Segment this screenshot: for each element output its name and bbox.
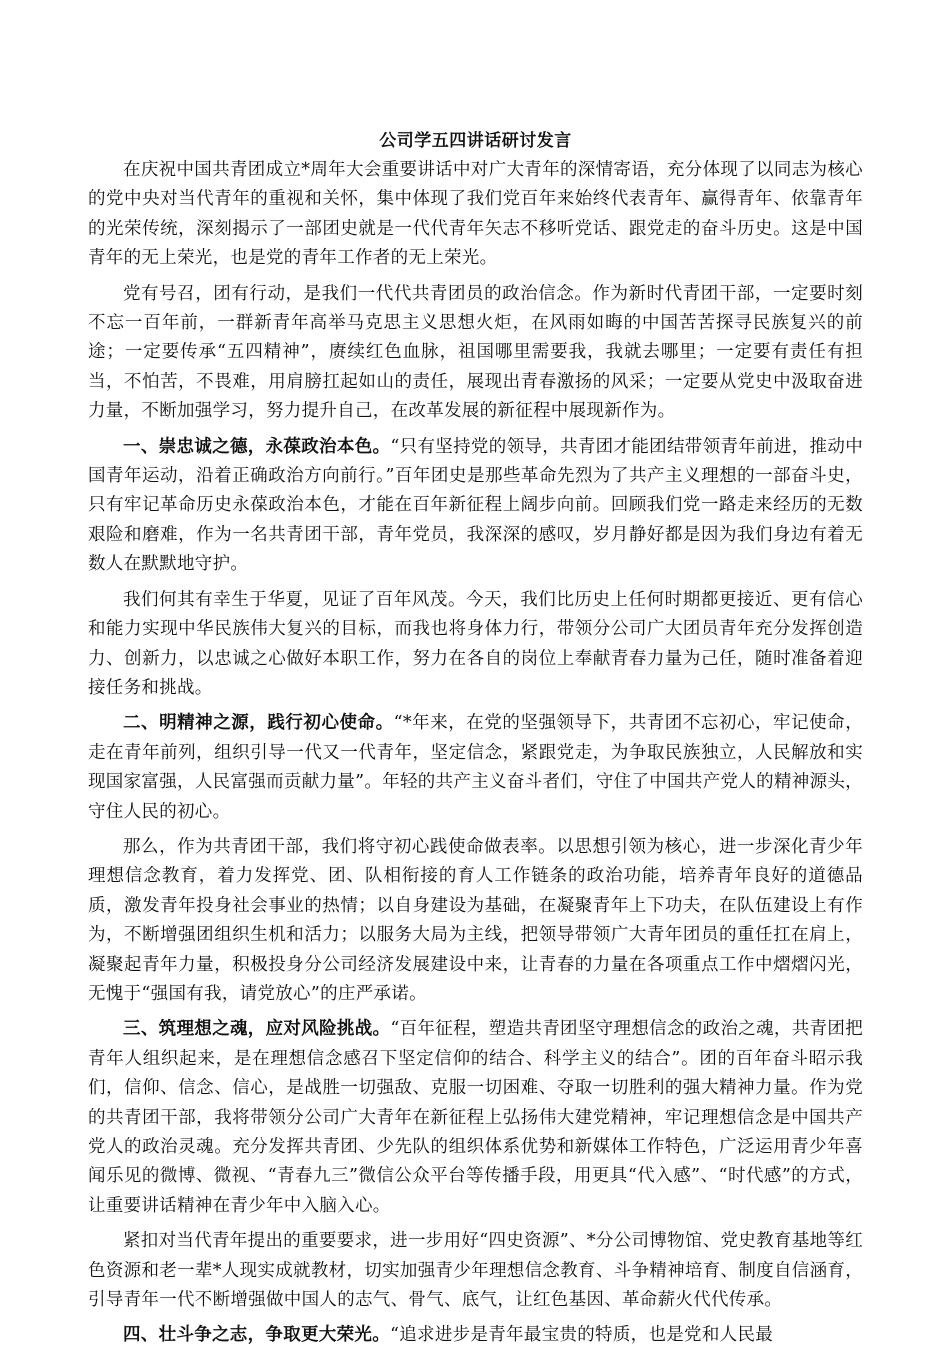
paragraph-intro <box>88 156 863 274</box>
paragraph-body <box>88 586 863 704</box>
section-four-paragraph <box>88 1321 863 1350</box>
paragraph-text: 那么，作为共青团干部，我们将守初心践使命做表率。以思想引领为核心，进一步深化青少年理想信念教育，着力发挥党、团、队相衔接的育人工作链条的政治功能，培养青年良好的道德品质，激发青年投身社会事业的热情；以自身建设为基础，在凝聚青年上下功夫，在队伍建设上有作为，不断增强团组织生机和活力；以服务大局为主线，把领导带领广大青年团员的重任扛在肩上，凝聚起青年力量，积极投身分公司经济发展建设中来，让青春的力量在各项重点工作中熠熠闪光，无愧于“强国有我，请党放心”的庄严承诺。 <box>88 836 863 1004</box>
paragraph-body <box>88 1227 863 1315</box>
document-page <box>88 126 863 1357</box>
section-heading: 一、崇忠诚之德，永葆政治本色。 <box>123 436 391 457</box>
paragraph-text: 紧扣对当代青年提出的重要要求，进一步用好“四史资源”、*分公司博物馆、党史教育基地等红色资源和老一辈*人现实成就教材，切实加强青少年理想信念教育、斗争精神培育、制度自信涵育，引导青年一代不断增强做中国人的志气、骨气、底气，让红色基因、革命薪火代代传承。 <box>88 1231 863 1311</box>
paragraph-text: “百年征程，塑造共青团坚守理想信念的政治之魂，共青团把青年人组织起来，是在理想信念感召下坚定信仰的结合、科学主义的结合”。团的百年奋斗昭示我们，信仰、信念、信心，是战胜一切强敌、克服一切困难、夺取一切胜利的强大精神力量。作为党的共青团干部，我将带领分公司广大青年在新征程上弘扬伟大建党精神，牢记理想信念是中国共产党人的政治灵魂。充分发挥共青团、少先队的组织体系优势和新媒体工作特色，广泛运用青少年喜闻乐见的微博、微视、“青春九三”微信公众平台等传播手段，用更具“代入感”、“时代感”的方式，让重要讲话精神在青少年中入脑入心。 <box>88 1019 864 1216</box>
paragraph-call <box>88 280 863 427</box>
paragraph-text: 党有号召，团有行动，是我们一代代共青团员的政治信念。作为新时代青团干部，一定要时刻不忘一百年前，一群新青年高举马克思主义思想火炬，在风雨如晦的中国苦苦探寻民族复兴的前途；一定要传承“五四精神”，赓续红色血脉，祖国哪里需要我，我就去哪里；一定要有责任有担当，不怕苦，不畏难，用肩膀扛起如山的责任，展现出青春激扬的风采；一定要从党史中汲取奋进力量，不断加强学习，努力提升自己，在改革发展的新征程中展现新作为。 <box>88 283 863 422</box>
section-heading: 三、筑理想之魂，应对风险挑战。 <box>123 1019 391 1040</box>
section-heading: 四、壮斗争之志，争取更大荣光。 <box>123 1325 390 1346</box>
document-title: 公司学五四讲话研讨发言 <box>379 131 572 151</box>
section-one-paragraph <box>88 433 863 580</box>
section-three-paragraph <box>88 1015 863 1221</box>
paragraph-text: 在庆祝中国共青团成立*周年大会重要讲话中对广大青年的深情寄语，充分体现了以同志为核心的党中央对当代青年的重视和关怀，集中体现了我们党百年来始终代表青年、赢得青年、依靠青年的光荣传统，深刻揭示了一部团史就是一代代青年矢志不移听党话、跟党走的奋斗历史。这是中国青年的无上荣光，也是党的青年工作者的无上荣光。 <box>88 160 863 269</box>
paragraph-text: “只有坚持党的领导，共青团才能团结带领青年前进，推动中国青年运动，沿着正确政治方向前行。”百年团史是那些革命先烈为了共产主义理想的一部奋斗史，只有牢记革命历史永葆政治本色，才能在百年新征程上阔步向前。回顾我们党一路走来经历的无数艰险和磨难，作为一名共青团干部，青年党员，我深深的感叹，岁月静好都是因为我们身边有着无数人在默默地守护。 <box>88 436 864 575</box>
paragraph-text: 我们何其有幸生于华夏，见证了百年风茂。今天，我们比历史上任何时期都更接近、更有信心和能力实现中华民族伟大复兴的目标，而我也将身体力行，带领分公司广大团员青年充分发挥创造力、创新力，以忠诚之心做好本职工作，努力在各自的岗位上奉献青春力量为己任，随时准备着迎接任务和挑战。 <box>88 589 863 698</box>
paragraph-body <box>88 833 863 1009</box>
section-heading: 二、明精神之源，践行初心使命。 <box>123 713 394 734</box>
paragraph-text: “*年来，在党的坚强领导下，共青团不忘初心，牢记使命，走在青年前列，组织引导一代又一代青年，坚定信念，紧跟党走，为争取民族独立，人民解放和实现国家富强，人民富强而贡献力量”。年轻的共产主义奋斗者们，守住了中国共产党人的精神源头，守住人民的初心。 <box>88 713 863 822</box>
paragraph-text: “追求进步是青年最宝贵的特质，也是党和人民最 <box>390 1325 774 1346</box>
section-two-paragraph <box>88 709 863 827</box>
